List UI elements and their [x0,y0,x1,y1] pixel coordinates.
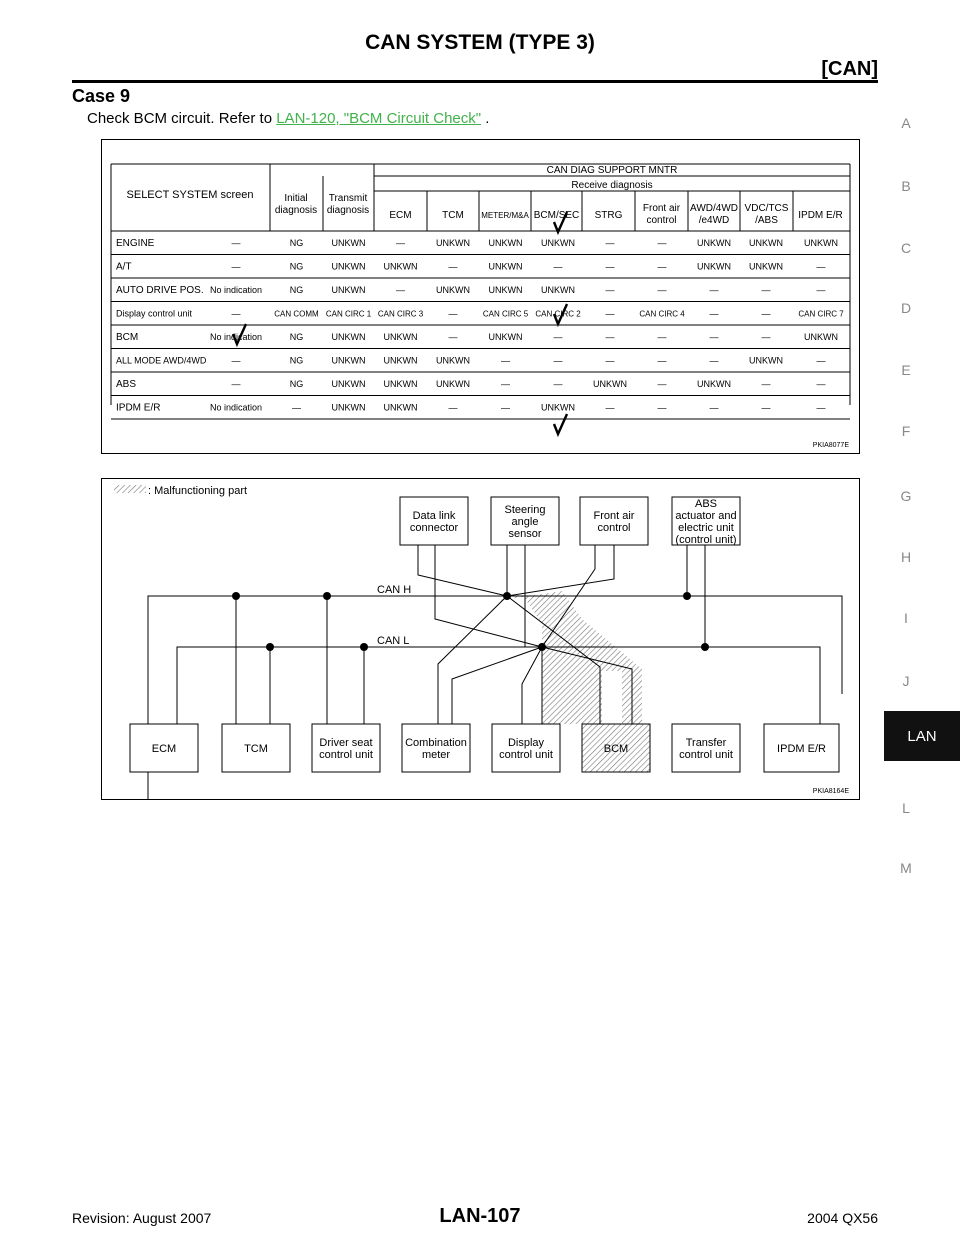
table-cell: — [553,379,563,389]
row-name: BCM [116,332,139,343]
side-index-d[interactable]: D [900,300,912,316]
top-unit-label: connector [409,522,459,534]
malfunction-hatch-icon [114,485,146,493]
table-cell: UNKWN [804,238,838,248]
col-header-receive: METER/M&A [481,211,529,220]
col-header-receive: /ABS [755,215,778,226]
table-cell: — [657,238,667,248]
col-header-receive: VDC/TCS [744,203,789,214]
table-cell: — [448,402,458,413]
table-cell: UNKWN [488,332,523,342]
table-cell: — [761,285,771,295]
table-cell: UNKWN [331,379,366,389]
table-cell: — [816,355,826,366]
side-index-l[interactable]: L [902,800,910,816]
col-header-receive: STRG [594,210,623,221]
top-unit-label: control [597,522,631,534]
table-cell: UNKWN [331,285,366,295]
row-name: AUTO DRIVE POS. [116,285,204,296]
table-cell: — [231,355,241,366]
table-cell: No indication [209,402,263,413]
side-index-a[interactable]: A [901,115,911,131]
table-cell: UNKWN [541,238,575,248]
bottom-unit-label: Display [507,737,545,749]
table-cell: NG [289,332,304,342]
table-cell: NG [289,285,304,295]
top-unit-label: Steering [504,504,546,516]
table-corner-label: SELECT SYSTEM screen [126,189,254,201]
table-cell: CAN CIRC 4 [639,309,685,319]
col-header-receive: IPDM E/R [798,210,843,221]
table-cell: UNKWN [488,261,523,272]
footer-revision: Revision: August 2007 [72,1210,212,1226]
side-index-g[interactable]: G [900,488,912,504]
table-cell: NG [289,261,304,272]
table-cell: UNKWN [749,261,783,272]
row-name: ALL MODE AWD/4WD [116,355,207,366]
bottom-unit-label: meter [421,749,451,761]
table-cell: UNKWN [488,238,523,248]
col-header-initial: diagnosis [274,205,318,216]
col-header-receive: AWD/4WD [690,203,738,214]
table-cell: — [605,308,615,319]
can-wiring-diagram [102,479,859,799]
bottom-unit-label: control unit [319,749,373,761]
col-header-receive: ECM [389,210,412,221]
table-figure-id: PKIA8077E [812,442,849,449]
row-name: ABS [116,379,137,390]
top-unit-label: Data link [412,510,456,522]
table-cell: — [816,402,826,413]
can-h-label: CAN H [377,584,412,596]
table-cell: — [816,261,826,272]
wire [177,647,820,724]
bottom-unit-label: Transfer [685,737,727,749]
table-cell: — [231,308,241,319]
table-cell: — [816,379,826,389]
top-unit-label: angle [511,516,539,528]
can-l-label: CAN L [377,635,410,647]
side-index-m[interactable]: M [900,860,912,876]
table-cell: UNKWN [488,285,523,295]
top-unit-label: ABS [694,498,718,510]
top-unit-label: sensor [508,528,542,540]
junction-dot [701,643,709,651]
table-cell: — [761,332,771,342]
junction-dot [323,592,331,600]
table-cell: — [761,308,771,319]
table-cell: UNKWN [383,261,418,272]
table-cell: UNKWN [804,332,838,342]
table-cell: — [501,379,510,389]
table-cell: — [709,332,719,342]
table-cell: — [761,402,771,413]
table-cell: NG [289,379,304,389]
table-cell: UNKWN [383,332,418,342]
section-label: [CAN] [821,58,878,80]
table-cell: UNKWN [383,355,418,366]
table-cell: — [709,402,719,413]
table-cell: UNKWN [436,355,470,366]
can-diag-table [102,140,859,453]
table-cell: CAN CIRC 3 [377,309,424,319]
table-cell: — [657,332,667,342]
table-cell: — [501,355,510,366]
table-cell: UNKWN [593,379,627,389]
wire [507,545,614,596]
instruction-suffix: . [481,110,490,127]
junction-dot [232,592,240,600]
row-name: IPDM E/R [116,402,161,414]
table-cell: UNKWN [749,355,783,366]
top-unit-label: actuator and [675,510,737,522]
table-group-header: CAN DIAG SUPPORT MNTR [546,165,678,176]
table-cell: — [605,285,615,295]
table-cell: — [605,261,615,272]
top-unit-label: Front air [593,510,635,522]
table-cell: — [292,402,301,413]
top-unit-label: (control unit) [675,534,737,546]
check-mark-icon [554,414,567,434]
table-cell: — [709,355,719,366]
table-cell: NG [289,238,304,248]
table-cell: NG [289,355,304,366]
table-cell: UNKWN [749,238,783,248]
bottom-unit-label: control unit [499,749,553,761]
table-cell: UNKWN [331,355,366,366]
table-cell: — [657,261,667,272]
legend-label: : Malfunctioning part [148,485,248,497]
table-cell: UNKWN [383,379,418,389]
table-cell: CAN CIRC 7 [798,309,844,319]
junction-dot [503,592,511,600]
table-cell: — [231,261,241,272]
table-cell: UNKWN [331,332,366,342]
table-cell: UNKWN [331,238,366,248]
table-cell: — [605,355,615,366]
malfunction-path [497,591,642,724]
table-cell: No indication [209,332,263,342]
table-cell: — [396,285,405,295]
col-header-receive: TCM [442,210,464,221]
col-header-transmit: diagnosis [326,205,370,216]
table-cell: — [605,332,615,342]
side-tab-lan[interactable]: LAN [884,711,960,761]
footer-model: 2004 QX56 [807,1210,878,1226]
instruction-text [87,110,489,127]
diagram-figure-id: PKIA8164E [812,788,849,795]
junction-dot [683,592,691,600]
col-header-initial: Initial [284,193,308,204]
top-unit-label: electric unit [678,522,734,534]
table-cell: — [231,238,241,248]
wire [438,596,507,724]
table-cell: — [657,402,667,413]
table-cell: UNKWN [331,402,366,413]
table-cell: — [605,402,615,413]
bottom-unit-label: ECM [151,743,177,755]
bottom-unit-label: BCM [603,743,629,755]
table-cell: — [448,332,458,342]
col-header-receive: Front air [642,203,681,214]
table-sub-header: Receive diagnosis [571,180,653,191]
page-title: CAN SYSTEM (TYPE 3) [365,31,595,54]
wire [418,545,507,596]
row-name: Display control unit [116,308,193,319]
can-diag-table-figure [101,139,860,454]
junction-dot [360,643,368,651]
table-cell: UNKWN [697,261,731,272]
table-cell: CAN CIRC 2 [535,309,581,319]
side-index-e[interactable]: E [901,362,911,378]
side-index-j[interactable]: J [902,673,910,689]
bottom-unit-label: Driver seat [319,737,373,749]
table-cell: CAN CIRC 1 [325,309,372,319]
junction-dot [538,643,546,651]
table-cell: UNKWN [436,285,470,295]
bcm-circuit-check-link[interactable]: LAN-120, "BCM Circuit Check" [276,110,482,127]
col-header-transmit: Transmit [328,193,368,204]
can-wiring-diagram-figure [101,478,860,800]
table-cell: CAN COMM [274,309,319,319]
bottom-unit-label: Combination [405,737,467,749]
side-index-f[interactable]: F [901,423,911,439]
table-cell: UNKWN [541,402,575,413]
table-cell: — [553,261,563,272]
table-cell: — [231,379,241,389]
table-cell: UNKWN [697,379,731,389]
wire [452,647,542,724]
table-cell: — [448,261,458,272]
col-header-receive: control [646,215,677,226]
table-cell: — [657,285,667,295]
table-cell: UNKWN [436,379,470,389]
table-cell: CAN CIRC 5 [482,309,529,319]
table-cell: UNKWN [541,285,575,295]
case-title: Case 9 [72,86,131,106]
bottom-unit-label: control unit [679,749,733,761]
table-cell: — [553,332,563,342]
side-index-b[interactable]: B [901,178,911,194]
table-cell: — [709,285,719,295]
table-cell: — [657,379,667,389]
table-cell: — [605,238,615,248]
table-cell: — [816,285,826,295]
row-name: A/T [116,261,132,273]
wire [522,647,542,724]
col-header-receive: BCM/SEC [533,210,580,221]
side-index-h[interactable]: H [900,549,912,565]
table-cell: — [448,308,458,319]
table-cell: UNKWN [697,238,731,248]
table-cell: — [709,308,719,319]
col-header-receive: /e4WD [698,215,730,226]
footer-page-number: LAN-107 [439,1205,521,1227]
table-cell: — [657,355,667,366]
table-cell: — [761,379,771,389]
row-name: ENGINE [116,238,155,249]
instruction-prefix: Check BCM circuit. Refer to [87,110,277,127]
table-cell: — [501,402,510,413]
table-cell: UNKWN [383,402,418,413]
table-cell: UNKWN [436,238,470,248]
table-cell: UNKWN [331,261,366,272]
side-index-i[interactable]: I [904,610,908,626]
table-cell: — [396,238,405,248]
junction-dot [266,643,274,651]
side-index-c[interactable]: C [900,240,912,256]
bottom-unit-label: IPDM E/R [777,743,826,755]
table-cell: No indication [209,285,263,295]
side-index [884,0,960,880]
header-rule [72,80,878,83]
table-cell: — [553,355,563,366]
bottom-unit-label: TCM [244,743,268,755]
